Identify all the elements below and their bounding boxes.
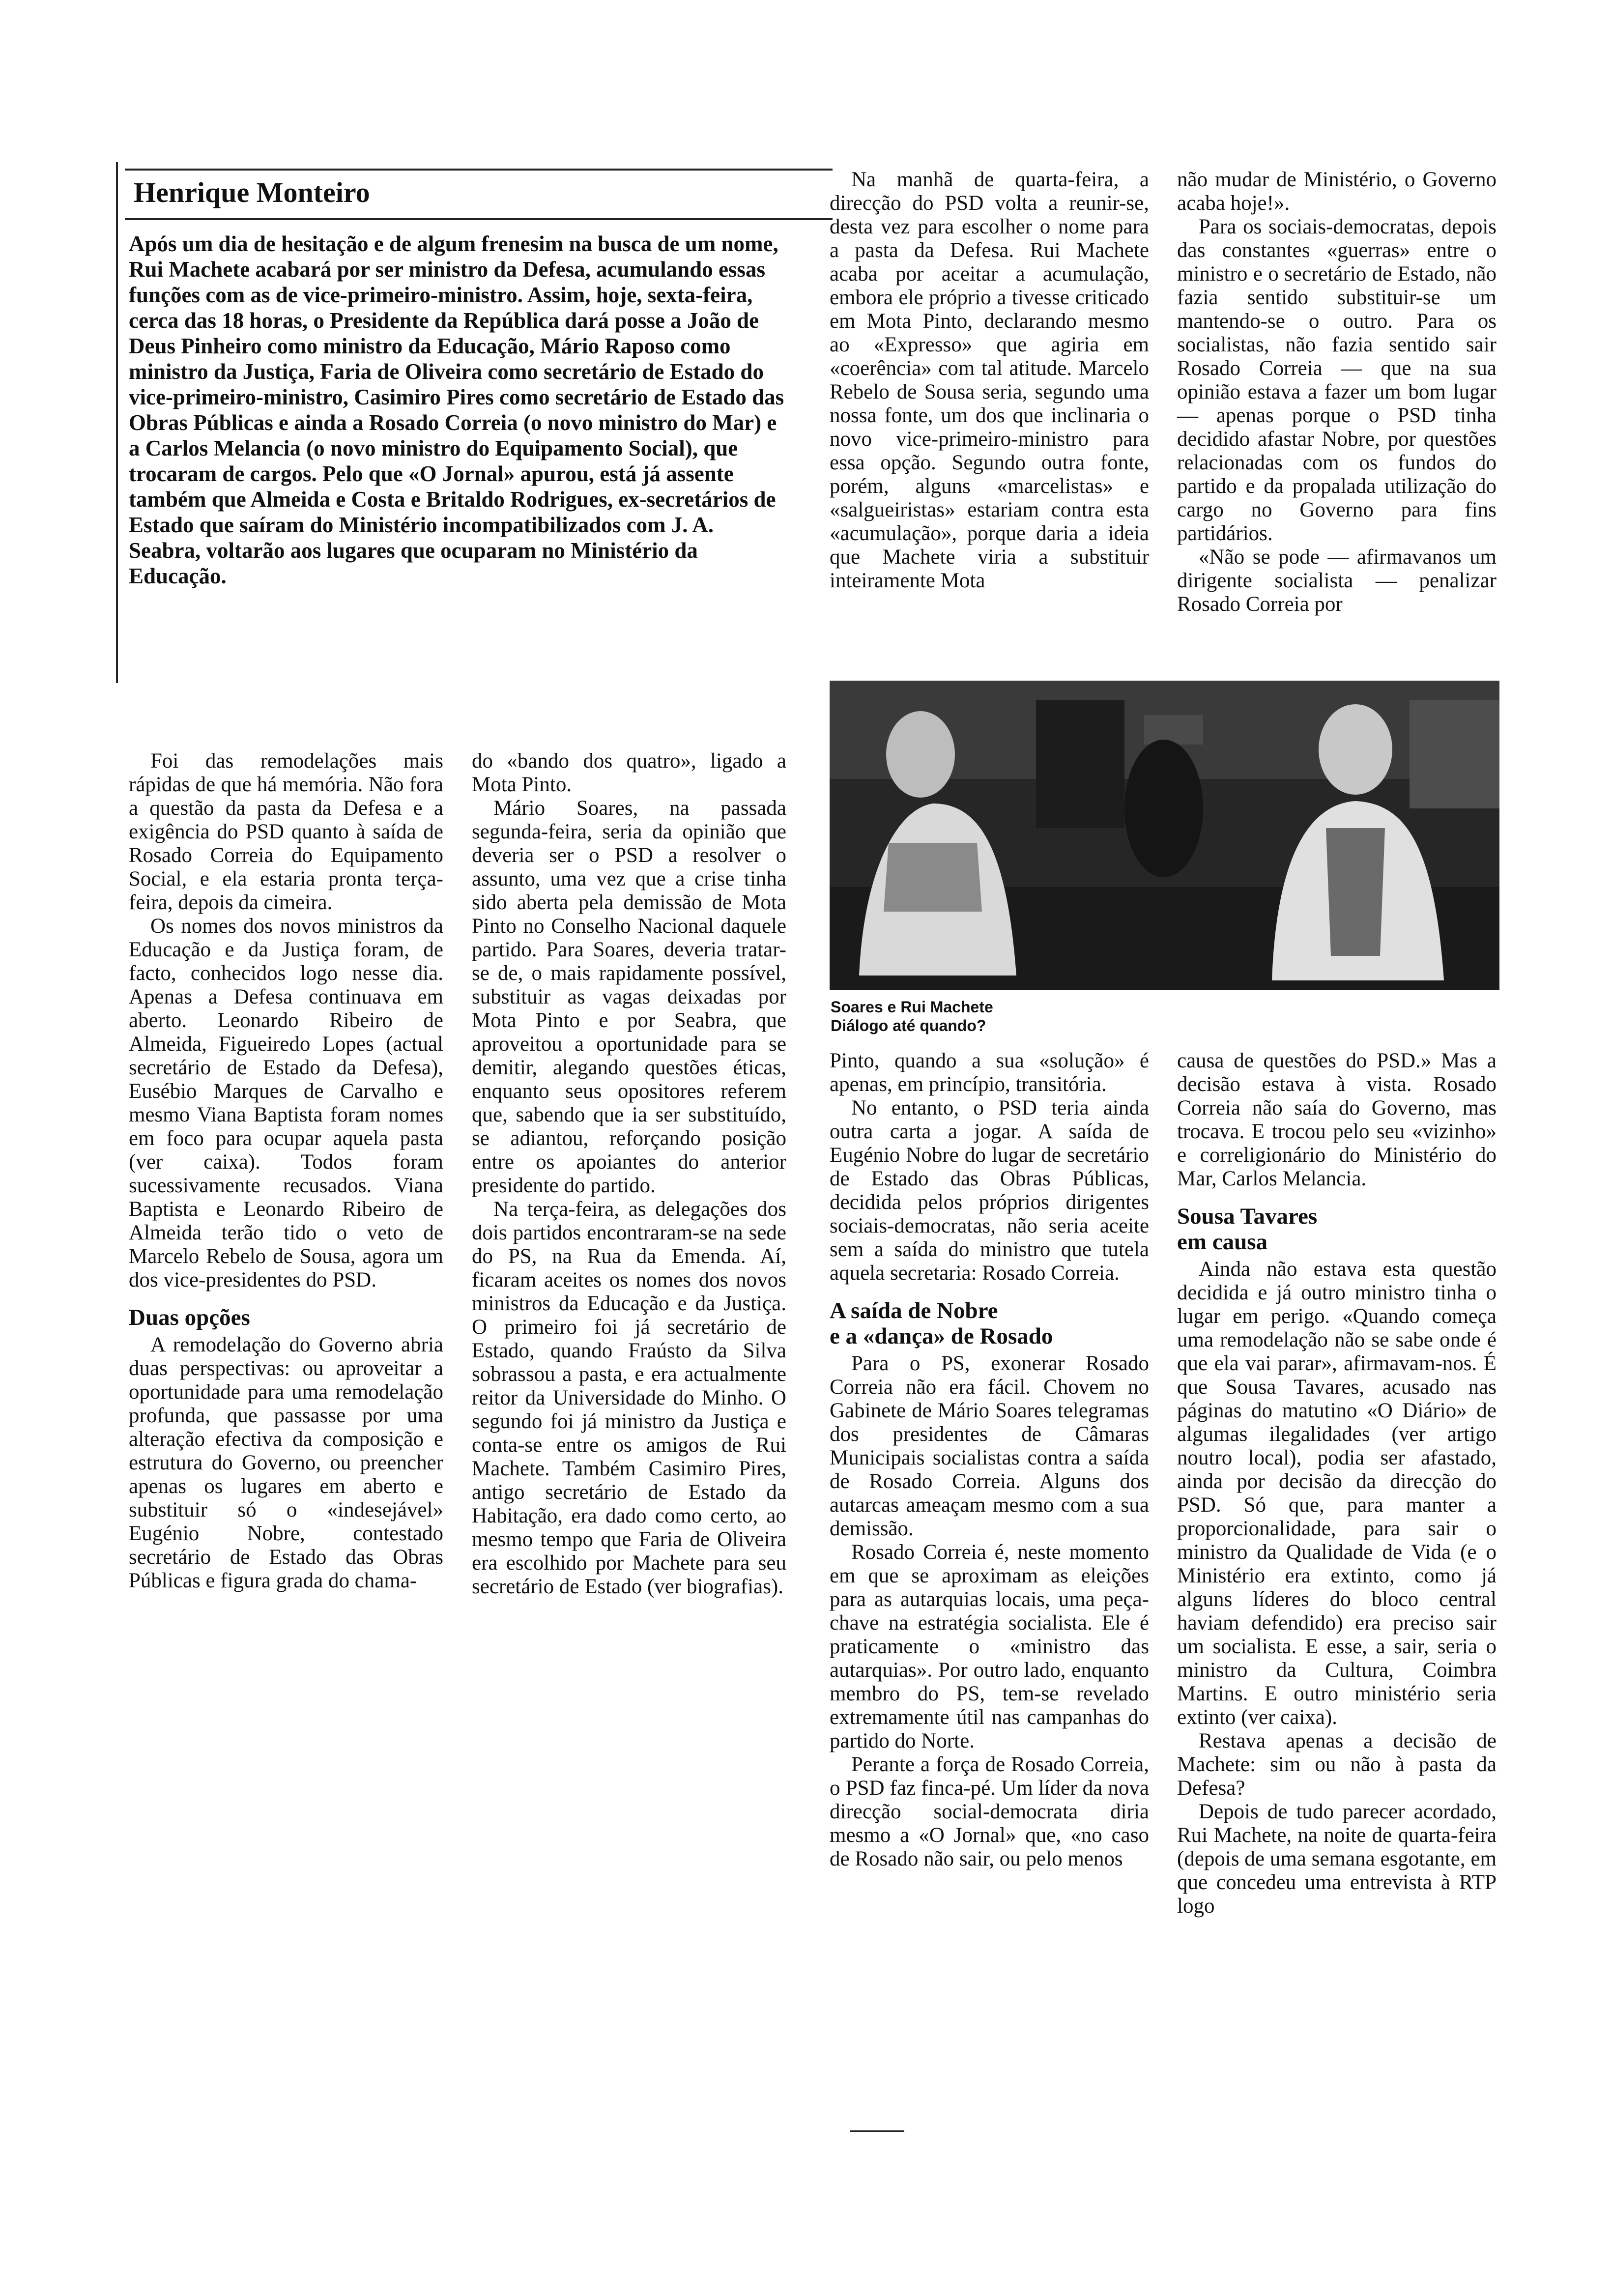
photo-caption-line-1: Soares e Rui Machete xyxy=(831,998,993,1016)
col3-bottom-paragraph-5: Perante a força de Rosado Correia, o PSD faz finca-pé. Um líder da nova direcção social-democrata diria mesmo a «O Jornal» que, «no caso de Rosado não sair, ou pelo menos xyxy=(830,1753,1149,1870)
section-heading-saida-line-2: e a «dança» de Rosado xyxy=(830,1323,1053,1349)
column-4-top xyxy=(1177,168,1497,616)
col4-bottom-paragraph-2: Ainda não estava esta questão decidida e já outro ministro tinha o lugar em perigo. «Quando começa uma remodelação não se sabe onde é que ela vai parar», afirmavam-nos. É que Sousa Tavares, acusado nas páginas do matutino «O Diário» de algumas ilegalidades (ver artigo noutro local), podia ser afastado, ainda por decisão da direcção do PSD. Só que, para manter a proporcionalidade, para sair o ministro da Qualidade de Vida (e o Ministério era extinto, como já alguns líderes do bloco central haviam defendido) era preciso sair um socialista. E esse, a sair, seria o ministro da Cultura, Coimbra Martins. E outro ministério seria extinto (ver caixa). xyxy=(1177,1258,1497,1729)
col3-bottom-paragraph-4: Rosado Correia é, neste momento em que se aproximam as eleições para as autarquias locais, uma peça-chave na estratégia socialista. Ele é praticamente o «ministro das autarquias». Por outro lado, enquanto membro do PS, tem-se revelado extremamente útil nas campanhas do partido do Norte. xyxy=(830,1541,1149,1752)
col1-paragraph-3: A remodelação do Governo abria duas perspectivas: ou aproveitar a oportunidade para uma remodelação profunda, que passasse por uma alteração efectiva da composição e estrutura do Governo, ou preencher apenas os lugares em aberto e substituir só o «indesejável» Eugénio Nobre, contestado secretário de Estado das Obras Públicas e figura grada do chama- xyxy=(129,1333,443,1592)
photo-soares-machete xyxy=(830,681,1499,990)
col3-bottom-paragraph-3: Para o PS, exonerar Rosado Correia não era fácil. Chovem no Gabinete de Mário Soares telegramas dos presidentes de Câmaras Municipais socialistas contra a saída de Rosado Correia. Alguns dos autarcas ameaçam mesmo com a sua demissão. xyxy=(830,1352,1149,1540)
section-heading-saida-de-nobre xyxy=(830,1298,1149,1349)
byline: Henrique Monteiro xyxy=(134,176,370,208)
section-heading-tavares-line-2: em causa xyxy=(1177,1229,1268,1255)
photo-caption xyxy=(831,998,1125,1035)
col3-top-paragraph-1: Na manhã de quarta-feira, a direcção do PSD volta a reunir-se, desta vez para escolher o nome para a pasta da Defesa. Rui Machete acaba por aceitar a acumulação, embora ele próprio a tivesse criticado em Mota Pinto, declarando mesmo ao «Expresso» que agiria em «coerência» com tal atitude. Marcelo Rebelo de Sousa seria, segundo uma nossa fonte, um dos que inclinaria o novo vice-primeiro-ministro para essa opção. Segundo outra fonte, porém, alguns «marcelistas» e «salgueiristas» estariam contra esta «acumulação», porque daria a ideia que Machete viria a substituir inteiramente Mota xyxy=(830,168,1149,592)
col1-paragraph-2: Os nomes dos novos ministros da Educação e da Justiça foram, de facto, conhecidos logo nesse dia. Apenas a Defesa continuava em aberto. Leonardo Ribeiro de Almeida, Figueiredo Lopes (actual secretário de Estado da Defesa), Eusébio Marques de Carvalho e mesmo Viana Baptista foram nomes em foco para ocupar aquela pasta (ver caixa). Todos foram sucessivamente recusados. Viana Baptista e Leonardo Ribeiro de Almeida terão tido o veto de Marcelo Rebelo de Sousa, agora um dos vice-presidentes do PSD. xyxy=(129,915,443,1292)
column-3-bottom xyxy=(830,1049,1149,1871)
byline-top-rule xyxy=(125,169,833,171)
col3-bottom-paragraph-1: Pinto, quando a sua «solução» é apenas, em princípio, transitória. xyxy=(830,1049,1149,1096)
col2-paragraph-3: Na terça-feira, as delegações dos dois partidos encontraram-se na sede do PS, na Rua da Emenda. Aí, ficaram aceites os nomes dos novos ministros da Educação e da Justiça. O primeiro foi já secretário de Estado, quando Fraústo da Silva sobrassou a pasta, e era actualmente reitor da Universidade do Minho. O segundo foi já ministro da Justiça e conta-se entre os amigos de Rui Machete. Também Casimiro Pires, antigo secretário de Estado da Habitação, era dado como certo, ao mesmo tempo que Faria de Oliveira era escolhido por Machete para seu secretário de Estado (ver biografias). xyxy=(472,1198,786,1598)
section-heading-duas-opcoes: Duas opções xyxy=(129,1305,250,1330)
col1-paragraph-1: Foi das remodelações mais rápidas de que há memória. Não fora a questão da pasta da Defesa e a exigência do PSD quanto à saída de Rosado Correia do Equipamento Social, e ela estaria pronta terça-feira, depois da cimeira. xyxy=(129,749,443,914)
section-heading-saida-line-1: A saída de Nobre xyxy=(830,1298,998,1323)
col3-bottom-paragraph-2: No entanto, o PSD teria ainda outra carta a jogar. A saída de Eugénio Nobre do lugar de secretário de Estado das Obras Públicas, decidida pelos próprios dirigentes sociais-democratas, não seria aceite sem a saída do ministro que tutela aquela secretaria: Rosado Correia. xyxy=(830,1096,1149,1285)
lead-paragraph: Após um dia de hesitação e de algum frenesim na busca de um nome, Rui Machete acabará por ser ministro da Defesa, acumulando essas funções com as de vice-primeiro-ministro. Assim, hoje, sexta-feira, cerca das 18 horas, o Presidente da República dará posse a João de Deus Pinheiro como ministro da Educação, Mário Raposo como ministro da Justiça, Faria de Oliveira como secretário de Estado do vice-primeiro-ministro, Casimiro Pires como secretário de Estado das Obras Públicas e ainda a Rosado Correia (o novo ministro do Mar) e a Carlos Melancia (o novo ministro do Equipamento Social), que trocaram de cargos. Pelo que «O Jornal» apurou, está já assente também que Almeida e Costa e Britaldo Rodrigues, ex-secretários de Estado que saíram do Ministério incompatibilizados com J. A. Seabra, voltarão aos lugares que ocuparam no Ministério da Educação. xyxy=(129,231,784,588)
column-1 xyxy=(129,749,443,1593)
column-3-top xyxy=(830,168,1149,593)
col4-bottom-paragraph-1: causa de questões do PSD.» Mas a decisão estava à vista. Rosado Correia não saía do Governo, mas trocava. E trocou pelo seu «vizinho» e correligionário do Ministério do Mar, Carlos Melancia. xyxy=(1177,1049,1497,1190)
col2-paragraph-2: Mário Soares, na passada segunda-feira, seria da opinião que deveria ser o PSD a resolver o assunto, uma vez que a crise tinha sido aberta pela demissão de Mota Pinto no Conselho Nacional daquele partido. Para Soares, deveria tratar-se de, o mais rapidamente possível, substituir as vagas deixadas por Mota Pinto e por Seabra, que aproveitou a oportunidade para se demitir, alegando questões éticas, enquanto seus opositores referem que, sabendo que ia ser substituído, se adiantou, reforçando posição entre os apoiantes do anterior presidente do partido. xyxy=(472,797,786,1197)
photo-caption-line-2: Diálogo até quando? xyxy=(831,1017,986,1034)
col4-top-paragraph-2: Para os sociais-democratas, depois das constantes «guerras» entre o ministro e o secretário de Estado, não fazia sentido substituir-se um mantendo-se o outro. Para os socialistas, não fazia sentido sair Rosado Correia — que na sua opinião estava a fazer um bom lugar — apenas porque o PSD tinha decidido afastar Nobre, por questões relacionadas com os fundos do partido e da propalada utilização do cargo no Governo para fins partidários. xyxy=(1177,215,1497,545)
byline-bottom-rule xyxy=(125,218,833,220)
column-2 xyxy=(472,749,786,1599)
col4-top-paragraph-1: não mudar de Ministério, o Governo acaba hoje!». xyxy=(1177,168,1497,215)
photo-image xyxy=(830,681,1499,990)
column-4-bottom xyxy=(1177,1049,1497,1918)
left-column-rule xyxy=(116,162,118,683)
section-heading-sousa-tavares xyxy=(1177,1204,1497,1255)
bottom-rule xyxy=(850,2130,904,2132)
col4-bottom-paragraph-4: Depois de tudo parecer acordado, Rui Machete, na noite de quarta-feira (depois de uma semana esgotante, em que concedeu uma entrevista à RTP logo xyxy=(1177,1800,1497,1918)
section-heading-tavares-line-1: Sousa Tavares xyxy=(1177,1204,1318,1229)
col4-bottom-paragraph-3: Restava apenas a decisão de Machete: sim ou não à pasta da Defesa? xyxy=(1177,1729,1497,1800)
col2-paragraph-1: do «bando dos quatro», ligado a Mota Pinto. xyxy=(472,749,786,796)
col4-top-paragraph-3: «Não se pode — afirmavanos um dirigente socialista — penalizar Rosado Correia por xyxy=(1177,545,1497,616)
